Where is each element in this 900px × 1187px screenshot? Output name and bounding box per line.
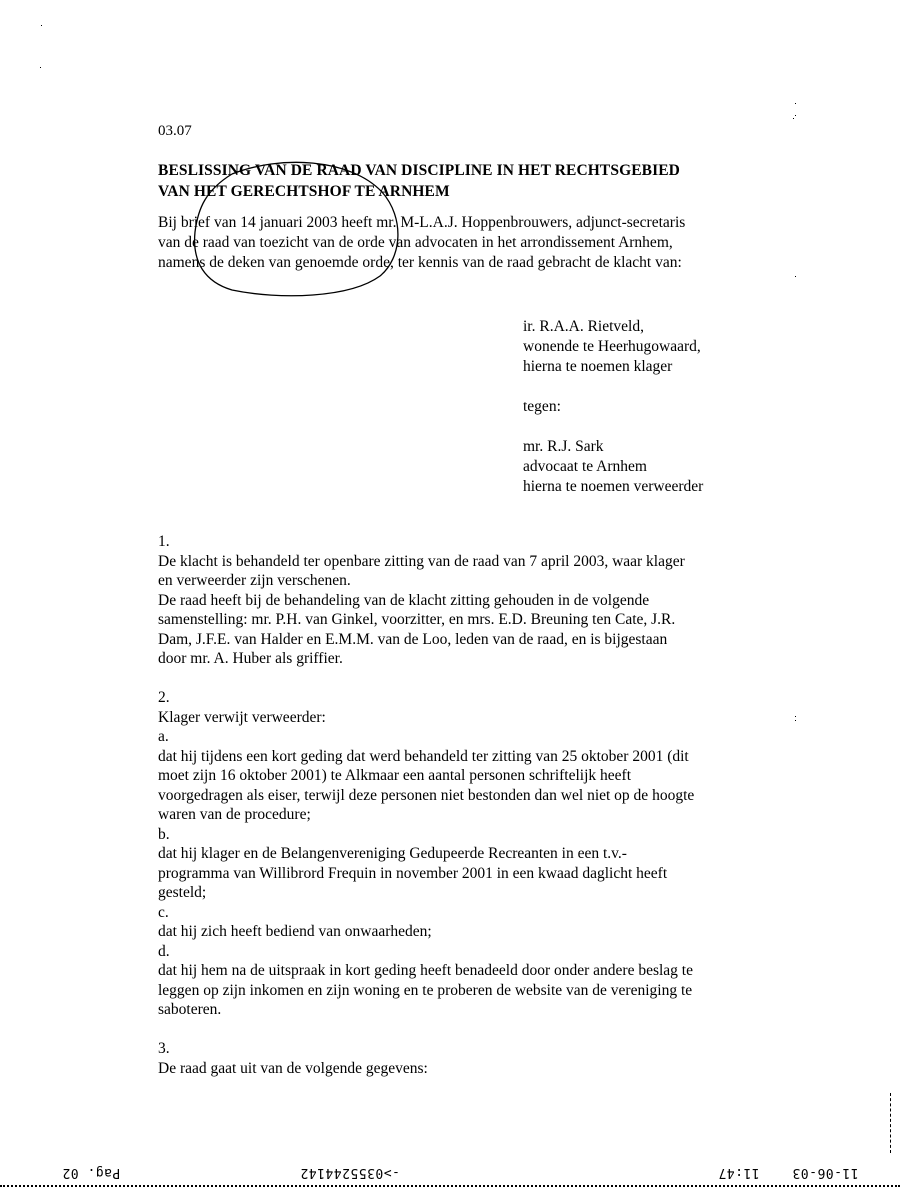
section-number: 3. [158,1040,170,1057]
item-line: dat hij tijdens een kort geding dat werd behandeld ter zitting van 25 oktober 2001 (dit [158,747,689,765]
item-line: programma van Willibrord Frequin in november 2001 in een kwaad daglicht heeft [158,864,668,882]
item-label: a. [158,728,169,745]
intro-line: namens de deken van genoemde orde, ter kennis van de raad gebracht de klacht van: [158,254,682,271]
intro-paragraph [158,213,798,273]
section-line: De raad gaat uit van de volgende gegevens: [158,1059,428,1077]
document-title [158,160,798,202]
page-reference: 03.07 [158,123,192,139]
section-line: De klacht is behandeld ter openbare zitting van de raad van 7 april 2003, waar klager [158,552,685,570]
complainant-residence: wonende te Heerhugowaard, [523,338,701,355]
fax-number: ->0355244142 [300,1165,400,1180]
respondent-role: hierna te noemen verweerder [523,478,704,495]
section-number: 2. [158,689,170,706]
section-2 [158,688,798,1020]
intro-line: Bij brief van 14 januari 2003 heeft mr. M-L.A.J. Hoppenbrouwers, adjunct-secretaris [158,214,686,231]
fax-date: 11-06-03 [792,1165,859,1180]
respondent-profession: advocaat te Arnhem [523,458,647,475]
scan-speck [41,25,42,26]
scan-speck [795,115,796,116]
item-line: gesteld; [158,884,207,901]
section-3 [158,1039,798,1078]
item-line: leggen op zijn inkomen en zijn woning en te proberen de website van de vereniging te [158,981,693,999]
parties-block [523,317,783,497]
item-label: d. [158,942,170,960]
item-line: dat hij klager en de Belangenvereniging Gedupeerde Recreanten in een t.v.- [158,845,627,862]
section-number: 1. [158,533,170,550]
fax-time: 11:47 [718,1165,760,1180]
item-line: moet zijn 16 oktober 2001) te Alkmaar een aantal personen schriftelijk heeft [158,767,632,784]
section-1 [158,532,798,669]
complainant-name: ir. R.A.A. Rietveld, [523,318,644,335]
fax-page: Pag. 02 [62,1165,121,1180]
versus-label: tegen: [523,398,561,415]
title-line: VAN HET GERECHTSHOF TE ARNHEM [158,183,450,200]
scan-speck [795,276,796,277]
section-line: door mr. A. Huber als griffier. [158,650,343,667]
title-line: BESLISSING VAN DE RAAD VAN DISCIPLINE IN HET RECHTSGEBIED [158,162,680,179]
item-line: dat hij zich heeft bediend van onwaarheden; [158,923,432,940]
section-line: De raad heeft bij de behandeling van de klacht zitting gehouden in de volgende [158,591,650,609]
scan-speck [793,118,794,119]
section-line: en verweerder zijn verschenen. [158,572,351,589]
scan-speck [40,67,41,68]
scan-speck [795,716,796,717]
section-line: samenstelling: mr. P.H. van Ginkel, voorzitter, en mrs. E.D. Breuning ten Cate, J.R. [158,611,676,628]
section-intro: Klager verwijt verweerder: [158,708,326,726]
item-line: dat hij hem na de uitspraak in kort geding heeft benadeeld door onder andere beslag te [158,962,693,979]
item-line: waren van de procedure; [158,806,311,823]
item-label: b. [158,825,170,843]
item-line: saboteren. [158,1001,222,1018]
respondent-name: mr. R.J. Sark [523,438,604,455]
item-line: voorgedragen als eiser, terwijl deze personen niet bestonden dan wel niet op de hoogte [158,786,695,804]
scan-speck [795,720,796,721]
fax-transmission-line [0,1165,900,1187]
complainant-role: hierna te noemen klager [523,358,673,375]
scan-edge-marks [890,1093,893,1153]
item-label: c. [158,903,169,921]
document-body [158,532,798,1078]
scan-speck [795,103,796,104]
section-line: Dam, J.F.E. van Halder en E.M.M. van de Loo, leden van de raad, en is bijgestaan [158,630,668,648]
intro-line: van de raad van toezicht van de orde van advocaten in het arrondissement Arnhem, [158,234,673,251]
